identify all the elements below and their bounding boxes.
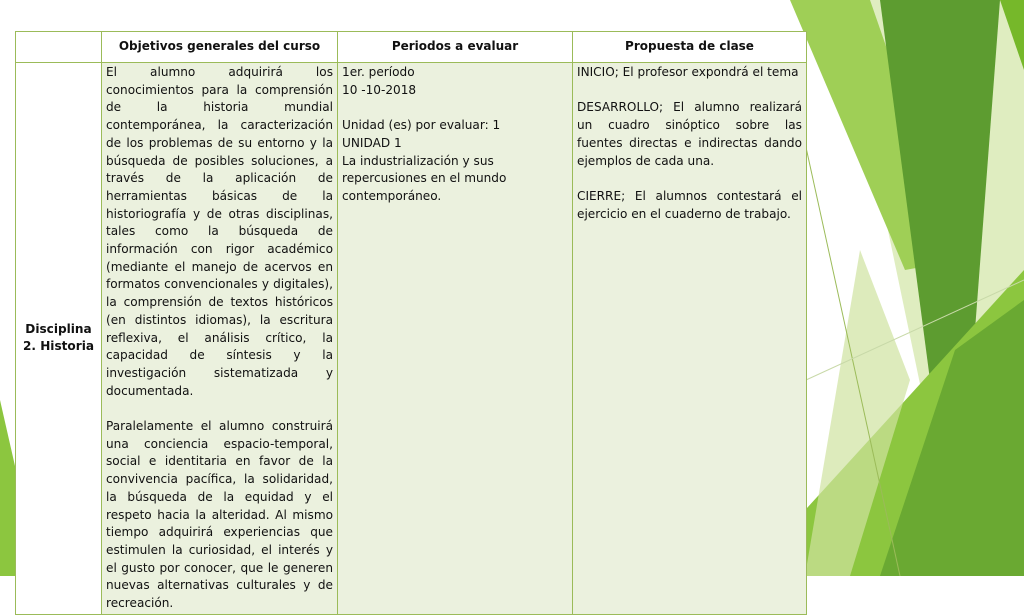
table-row xyxy=(16,63,807,615)
periodo-date: 10 -10-2018 xyxy=(342,82,417,97)
unidades-label: Unidad (es) por evaluar: 1 xyxy=(342,118,501,133)
propuesta-desarrollo: DESARROLLO; El alumno realizará un cuadro sinóptico sobre las fuentes directas e indirectas dando ejemplos de cada una. xyxy=(577,100,802,168)
periodos-cell xyxy=(338,63,573,615)
header-objetivos: Objetivos generales del curso xyxy=(102,32,338,63)
propuesta-cell xyxy=(573,63,807,615)
unidad-label: UNIDAD 1 xyxy=(342,135,402,150)
objetivo-paragraph-2: Paralelamente el alumno construirá una conciencia espacio-temporal, social e identitaria en favor de la convivencia pacífica, la solidaridad, la búsqueda de la equidad y el respeto hacia la alteridad. Al mismo tiempo adquirirá experiencias que estimulen la curiosidad, el interés y el gusto por conocer, que le generen nuevas alternativas culturales y de recreación. xyxy=(106,419,333,611)
propuesta-inicio: INICIO; El profesor expondrá el tema xyxy=(577,65,799,79)
objetivos-cell xyxy=(102,63,338,615)
course-table xyxy=(15,31,807,615)
header-propuesta: Propuesta de clase xyxy=(573,32,807,63)
header-periodos: Periodos a evaluar xyxy=(338,32,573,63)
header-row xyxy=(16,32,807,63)
header-empty xyxy=(16,32,102,63)
objetivo-paragraph-1: El alumno adquirirá los conocimientos para la comprensión de la historia mundial contemporánea, la caracterización de los problemas de su entorno y la búsqueda de posibles soluciones, a través de la aplicación de herramientas básicas de la historiografía y de otras disciplinas, tales como la búsqueda de información con rigor académico (mediante el manejo de acervos en formatos convencionales y digitales), la comprensión de textos históricos (en distintos idiomas), la escritura reflexiva, el análisis crítico, la capacidad de síntesis y la investigación sistematizada y documentada. xyxy=(106,65,333,398)
row-header-disciplina: Disciplina 2. Historia xyxy=(16,63,102,615)
unidad-tema: La industrialización y sus repercusiones en el mundo contemporáneo. xyxy=(342,153,507,203)
periodo-label: 1er. período xyxy=(342,65,415,79)
propuesta-cierre: CIERRE; El alumnos contestará el ejercicio en el cuaderno de trabajo. xyxy=(577,188,802,221)
